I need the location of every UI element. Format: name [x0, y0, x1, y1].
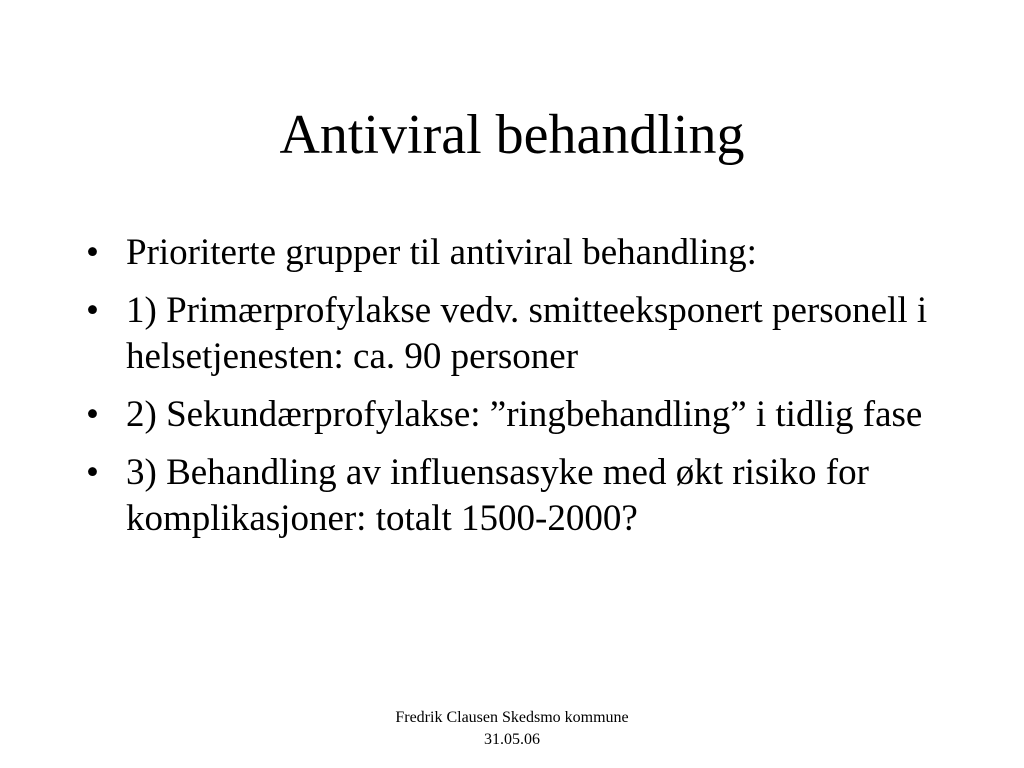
bullet-item: [86, 450, 966, 542]
bullet-list: [86, 230, 966, 554]
slide-footer: [312, 707, 712, 751]
bullet-item: [86, 392, 966, 438]
bullet-text: 1) Primærprofylakse vedv. smitteeksponert personell i helsetjenesten: ca. 90 personer: [126, 290, 928, 377]
footer-author: Fredrik Clausen Skedsmo kommune: [395, 709, 629, 726]
bullet-icon: •: [86, 394, 99, 435]
bullet-item: [86, 230, 966, 276]
bullet-icon: •: [86, 290, 99, 331]
bullet-text: 3) Behandling av influensasyke med økt risiko for komplikasjoner: totalt 1500-2000?: [126, 452, 869, 539]
bullet-icon: •: [86, 232, 99, 273]
bullet-item: [86, 288, 966, 380]
footer-date: 31.05.06: [484, 731, 540, 748]
bullet-text: 2) Sekundærprofylakse: ”ringbehandling” i tidlig fase: [126, 394, 923, 435]
bullet-icon: •: [86, 452, 99, 493]
slide-title: Antiviral behandling: [279, 104, 745, 166]
bullet-text: Prioriterte grupper til antiviral behandling:: [126, 232, 757, 273]
